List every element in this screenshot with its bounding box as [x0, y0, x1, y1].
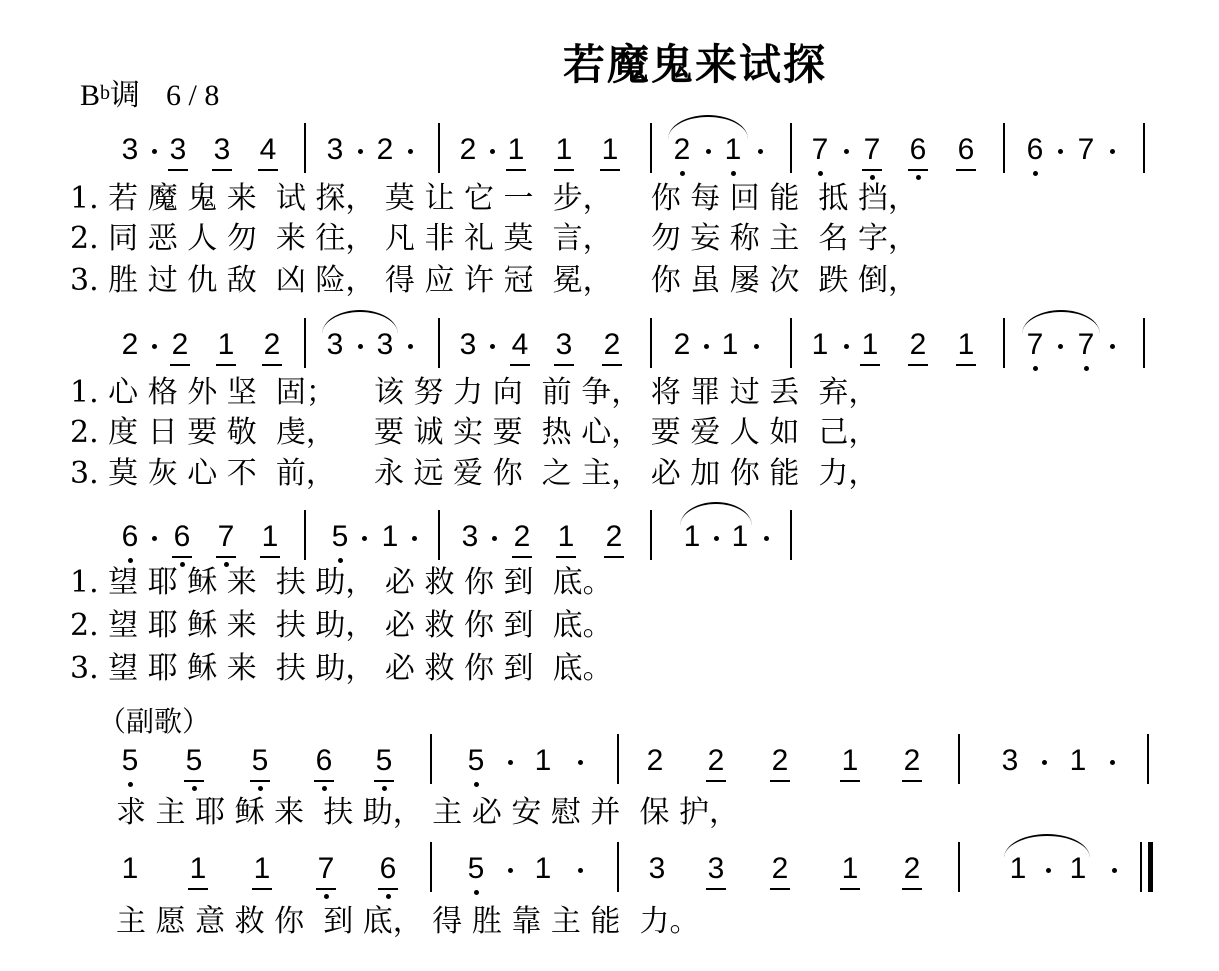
jianpu-note: 1	[683, 520, 701, 553]
jianpu-note: 2	[903, 852, 921, 885]
jianpu-note: 4	[511, 328, 529, 361]
jianpu-note: 5	[121, 744, 139, 777]
jianpu-note: 3	[213, 133, 231, 166]
low-octave-dot	[128, 558, 133, 563]
jianpu-note: 1	[841, 744, 859, 777]
jianpu-note: 2	[121, 328, 139, 361]
duration-dot	[358, 344, 363, 349]
lyric-line: 2. 望 耶 稣 来 扶 助， 必 救 你 到 底。	[70, 608, 613, 643]
page-title: 若魔鬼来试探	[562, 40, 827, 89]
eighth-underline	[184, 780, 204, 782]
eighth-underline	[902, 780, 922, 782]
jianpu-note: 6	[1026, 133, 1044, 166]
duration-dot	[1110, 344, 1115, 349]
jianpu-note: 1	[381, 520, 399, 553]
duration-dot	[1112, 868, 1117, 873]
jianpu-note: 7	[317, 852, 335, 885]
duration-dot	[408, 149, 413, 154]
jianpu-note: 1	[534, 852, 552, 885]
jianpu-note: 6	[315, 744, 333, 777]
low-octave-dot	[731, 171, 736, 176]
low-octave-dot	[386, 894, 391, 899]
jianpu-note: 5	[185, 744, 203, 777]
barline	[1143, 318, 1145, 368]
duration-dot	[754, 344, 759, 349]
eighth-underline	[314, 780, 334, 782]
lyric-line: 3. 望 耶 稣 来 扶 助， 必 救 你 到 底。	[70, 651, 613, 686]
low-octave-dot	[324, 894, 329, 899]
eighth-underline	[378, 888, 398, 890]
jianpu-note: 2	[513, 520, 531, 553]
barline	[1147, 734, 1149, 784]
jianpu-note: 1	[534, 744, 552, 777]
barline	[438, 510, 440, 560]
jianpu-note: 7	[1077, 328, 1095, 361]
tie-arc	[1004, 834, 1090, 858]
barline	[650, 123, 652, 173]
low-octave-dot	[1033, 366, 1038, 371]
tie-arc	[680, 502, 752, 526]
duration-dot	[1046, 868, 1051, 873]
jianpu-note: 6	[173, 520, 191, 553]
low-octave-dot	[818, 171, 823, 176]
tie-arc	[668, 115, 748, 139]
eighth-underline	[172, 556, 192, 558]
jianpu-note: 2	[673, 133, 691, 166]
low-octave-dot	[916, 175, 921, 180]
jianpu-note: 3	[376, 328, 394, 361]
jianpu-note: 7	[863, 133, 881, 166]
jianpu-note: 1	[724, 133, 742, 166]
barline	[1143, 123, 1145, 173]
jianpu-note: 1	[861, 328, 879, 361]
lyric-line: 2. 同 恶 人 勿 来 往， 凡 非 礼 莫 言， 勿 妄 称 主 名 字，	[70, 221, 918, 256]
jianpu-note: 3	[1001, 744, 1019, 777]
low-octave-dot	[680, 171, 685, 176]
duration-dot	[1042, 760, 1047, 765]
low-octave-dot	[1033, 171, 1038, 176]
barline	[1003, 318, 1005, 368]
eighth-underline	[956, 364, 976, 366]
key-label: 调	[110, 79, 141, 112]
jianpu-note: 3	[169, 133, 187, 166]
duration-dot	[844, 149, 849, 154]
jianpu-note: 5	[375, 744, 393, 777]
duration-dot	[706, 149, 711, 154]
jianpu-note: 3	[648, 852, 666, 885]
duration-dot	[490, 149, 495, 154]
jianpu-note: 1	[555, 133, 573, 166]
jianpu-note: 2	[459, 133, 477, 166]
eighth-underline	[510, 364, 530, 366]
jianpu-note: 3	[707, 852, 725, 885]
eighth-underline	[706, 780, 726, 782]
jianpu-note: 4	[259, 133, 277, 166]
jianpu-note: 6	[121, 520, 139, 553]
jianpu-note: 2	[646, 744, 664, 777]
jianpu-note: 3	[326, 328, 344, 361]
eighth-underline	[860, 364, 880, 366]
jianpu-note: 3	[461, 520, 479, 553]
jianpu-note: 5	[467, 852, 485, 885]
lyric-line: 3. 胜 过 仇 敌 凶 险， 得 应 许 冠 冕， 你 虽 屡 次 跌 倒，	[70, 263, 918, 298]
low-octave-dot	[382, 786, 387, 791]
eighth-underline	[604, 556, 624, 558]
barline	[430, 842, 432, 892]
key-accidental: b	[100, 82, 111, 104]
barline	[617, 734, 619, 784]
eighth-underline	[258, 169, 278, 171]
duration-dot	[412, 536, 417, 541]
chorus-label: （副歌）	[98, 705, 211, 738]
eighth-underline	[506, 169, 526, 171]
eighth-underline	[170, 364, 190, 366]
duration-dot	[1110, 760, 1115, 765]
barline	[438, 318, 440, 368]
duration-dot	[1058, 149, 1063, 154]
jianpu-note: 2	[771, 852, 789, 885]
jianpu-note: 3	[459, 328, 477, 361]
key-signature	[80, 70, 219, 114]
eighth-underline	[252, 888, 272, 890]
eighth-underline	[216, 364, 236, 366]
duration-dot	[704, 344, 709, 349]
tie-arc	[1022, 310, 1100, 334]
barline	[958, 842, 960, 892]
eighth-underline	[554, 169, 574, 171]
jianpu-note: 1	[261, 520, 279, 553]
jianpu-note: 2	[263, 328, 281, 361]
duration-dot	[358, 149, 363, 154]
chorus-lyric-line: 求 主 耶 稣 来 扶 助， 主 必 安 慰 并 保 护，	[116, 795, 740, 830]
barline	[650, 318, 652, 368]
jianpu-note: 1	[841, 852, 859, 885]
lyric-line: 3. 莫 灰 心 不 前， 永 远 爱 你 之 主， 必 加 你 能 力，	[70, 456, 879, 491]
eighth-underline	[250, 780, 270, 782]
time-signature: 6 / 8	[166, 79, 220, 112]
eighth-underline	[212, 169, 232, 171]
jianpu-note: 7	[1026, 328, 1044, 361]
low-octave-dot	[1084, 366, 1089, 371]
duration-dot	[508, 760, 513, 765]
jianpu-note: 2	[707, 744, 725, 777]
jianpu-note: 7	[811, 133, 829, 166]
jianpu-note: 2	[605, 520, 623, 553]
low-octave-dot	[474, 782, 479, 787]
low-octave-dot	[128, 782, 133, 787]
tie-arc	[322, 310, 398, 334]
duration-dot	[152, 344, 157, 349]
lyric-line: 1. 心 格 外 坚 固； 该 努 力 向 前 争， 将 罪 过 丢 弃，	[70, 375, 879, 410]
eighth-underline	[908, 364, 928, 366]
jianpu-note: 7	[217, 520, 235, 553]
low-octave-dot	[338, 558, 343, 563]
eighth-underline	[956, 169, 976, 171]
jianpu-note: 1	[1069, 744, 1087, 777]
low-octave-dot	[474, 890, 479, 895]
duration-dot	[844, 344, 849, 349]
duration-dot	[1058, 344, 1063, 349]
barline	[304, 318, 306, 368]
jianpu-note: 1	[121, 852, 139, 885]
duration-dot	[152, 149, 157, 154]
jianpu-note: 1	[217, 328, 235, 361]
jianpu-note: 2	[603, 328, 621, 361]
barline	[790, 123, 792, 173]
barline	[790, 318, 792, 368]
lyric-line: 1. 望 耶 稣 来 扶 助， 必 救 你 到 底。	[70, 565, 613, 600]
eighth-underline	[770, 780, 790, 782]
jianpu-note: 1	[811, 328, 829, 361]
eighth-underline	[556, 556, 576, 558]
low-octave-dot	[192, 786, 197, 791]
barline	[304, 510, 306, 560]
duration-dot	[578, 868, 583, 873]
duration-dot	[758, 149, 763, 154]
eighth-underline	[770, 888, 790, 890]
jianpu-note: 3	[326, 133, 344, 166]
jianpu-note: 6	[379, 852, 397, 885]
jianpu-note: 1	[507, 133, 525, 166]
jianpu-note: 2	[376, 133, 394, 166]
duration-dot	[578, 760, 583, 765]
low-octave-dot	[322, 786, 327, 791]
jianpu-note: 2	[673, 328, 691, 361]
eighth-underline	[188, 888, 208, 890]
jianpu-note: 2	[771, 744, 789, 777]
eighth-underline	[600, 169, 620, 171]
eighth-underline	[216, 556, 236, 558]
duration-dot	[408, 344, 413, 349]
duration-dot	[362, 536, 367, 541]
duration-dot	[714, 536, 719, 541]
duration-dot	[1110, 149, 1115, 154]
barline	[1003, 123, 1005, 173]
barline	[958, 734, 960, 784]
duration-dot	[508, 868, 513, 873]
jianpu-note: 1	[1069, 852, 1087, 885]
jianpu-note: 1	[253, 852, 271, 885]
eighth-underline	[262, 364, 282, 366]
eighth-underline	[260, 556, 280, 558]
barline	[617, 842, 619, 892]
final-barline-thick	[1148, 842, 1153, 892]
eighth-underline	[902, 888, 922, 890]
jianpu-note: 1	[721, 328, 739, 361]
eighth-underline	[840, 888, 860, 890]
low-octave-dot	[258, 786, 263, 791]
key-base: B	[80, 79, 101, 112]
jianpu-note: 6	[909, 133, 927, 166]
jianpu-note: 1	[1009, 852, 1027, 885]
jianpu-note: 5	[331, 520, 349, 553]
eighth-underline	[554, 364, 574, 366]
eighth-underline	[602, 364, 622, 366]
eighth-underline	[374, 780, 394, 782]
eighth-underline	[862, 169, 882, 171]
final-barline-thin	[1140, 842, 1142, 892]
barline	[650, 510, 652, 560]
duration-dot	[490, 344, 495, 349]
jianpu-note: 5	[251, 744, 269, 777]
chorus-lyric-line: 主 愿 意 救 你 到 底， 得 胜 靠 主 能 力。	[116, 904, 700, 939]
barline	[438, 123, 440, 173]
eighth-underline	[908, 169, 928, 171]
jianpu-note: 1	[957, 328, 975, 361]
jianpu-note: 5	[467, 744, 485, 777]
low-octave-dot	[870, 175, 875, 180]
jianpu-note: 7	[1077, 133, 1095, 166]
duration-dot	[152, 536, 157, 541]
jianpu-note: 1	[189, 852, 207, 885]
duration-dot	[492, 536, 497, 541]
lyric-line: 2. 度 日 要 敬 虔， 要 诚 实 要 热 心， 要 爱 人 如 己，	[70, 415, 879, 450]
eighth-underline	[512, 556, 532, 558]
jianpu-note: 1	[731, 520, 749, 553]
jianpu-note: 2	[171, 328, 189, 361]
jianpu-note: 1	[601, 133, 619, 166]
jianpu-note: 2	[903, 744, 921, 777]
duration-dot	[764, 536, 769, 541]
barline	[304, 123, 306, 173]
jianpu-note: 6	[957, 133, 975, 166]
barline	[430, 734, 432, 784]
lyric-line: 1. 若 魔 鬼 来 试 探， 莫 让 它 一 步， 你 每 回 能 抵 挡，	[70, 181, 918, 216]
eighth-underline	[840, 780, 860, 782]
eighth-underline	[316, 888, 336, 890]
jianpu-note: 1	[557, 520, 575, 553]
barline	[790, 510, 792, 560]
jianpu-note: 2	[909, 328, 927, 361]
jianpu-note: 3	[121, 133, 139, 166]
jianpu-note: 3	[555, 328, 573, 361]
eighth-underline	[168, 169, 188, 171]
eighth-underline	[706, 888, 726, 890]
